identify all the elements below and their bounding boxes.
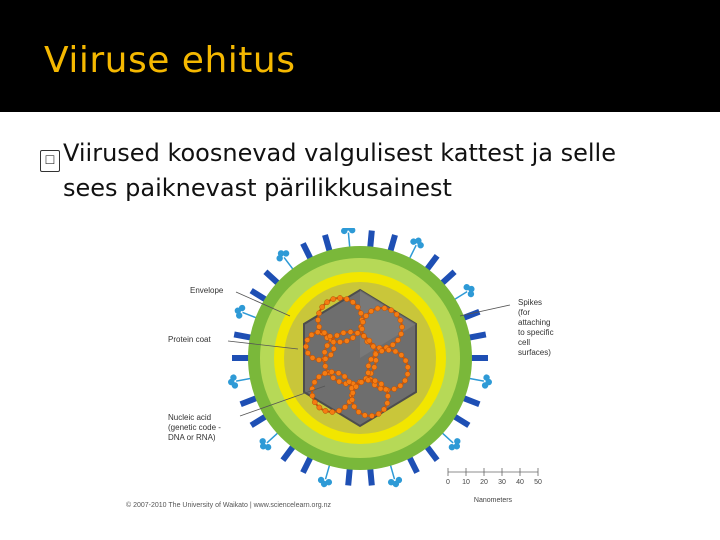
title-bar	[0, 0, 720, 112]
rna-bead	[350, 390, 355, 395]
rna-bead	[360, 319, 365, 324]
rna-bead	[320, 304, 325, 309]
rna-bead	[386, 347, 391, 352]
rna-bead	[341, 330, 346, 335]
rna-bead	[316, 324, 321, 329]
rna-bead	[359, 380, 364, 385]
bullet-item	[40, 137, 690, 204]
rna-bead	[327, 334, 332, 339]
rna-bead	[367, 338, 372, 343]
rna-bead	[371, 344, 376, 349]
rna-bead	[323, 356, 328, 361]
rna-bead	[305, 337, 310, 342]
rna-bead	[393, 349, 398, 354]
rna-bead	[342, 374, 347, 379]
label-envelope: Envelope	[190, 286, 224, 295]
rna-bead	[362, 413, 367, 418]
rna-bead	[358, 311, 363, 316]
rna-bead	[316, 357, 321, 362]
rna-bead	[373, 358, 378, 363]
rna-bead	[305, 350, 310, 355]
scale-unit-label: Nanometers	[473, 497, 513, 504]
rna-bead	[325, 343, 330, 348]
rna-bead	[395, 338, 400, 343]
rna-bead	[361, 333, 366, 338]
rna-bead	[344, 338, 349, 343]
rna-bead	[355, 331, 360, 336]
rna-bead	[372, 365, 377, 370]
rna-bead	[366, 377, 371, 382]
rna-bead	[331, 339, 336, 344]
rna-bead	[312, 380, 317, 385]
rna-bead	[405, 372, 410, 377]
rna-bead	[382, 306, 387, 311]
scale-tick-10: 10	[462, 479, 470, 486]
rna-bead	[344, 296, 349, 301]
rna-bead	[337, 339, 342, 344]
rna-bead	[394, 312, 399, 317]
rna-bead	[366, 370, 371, 375]
slide-title: Viiruse ehitus	[44, 40, 296, 81]
virus-diagram	[120, 228, 560, 518]
scale-tick-50: 50	[534, 479, 542, 486]
rna-bead	[389, 308, 394, 313]
rna-bead	[331, 296, 336, 301]
rna-bead	[328, 352, 333, 357]
bullet-text-line1: Viirused koosnevad valgulisest kattest ja selle	[63, 139, 616, 167]
copyright-text: © 2007-2010 The University of Waikato | www.sciencelearn.org.nz	[126, 502, 332, 509]
scale-bar	[448, 468, 538, 476]
rna-bead	[355, 304, 360, 309]
rna-bead	[334, 333, 339, 338]
rna-bead	[390, 342, 395, 347]
rna-bead	[381, 407, 386, 412]
rna-bead	[375, 306, 380, 311]
rna-bead	[322, 350, 327, 355]
scale-tick-30: 30	[498, 479, 506, 486]
rna-bead	[342, 405, 347, 410]
rna-bead	[356, 409, 361, 414]
rna-bead	[350, 335, 355, 340]
bullet-text-line2: sees paiknevast pärilikkusainest	[63, 174, 452, 202]
rna-bead	[331, 346, 336, 351]
rna-bead	[350, 300, 355, 305]
rna-bead	[310, 355, 315, 360]
rna-bead	[316, 374, 321, 379]
rna-bead	[405, 365, 410, 370]
rna-bead	[369, 413, 374, 418]
rna-bead	[323, 364, 328, 369]
rna-bead	[398, 318, 403, 323]
rna-bead	[310, 393, 315, 398]
rna-bead	[373, 378, 378, 383]
rna-bead	[398, 331, 403, 336]
rna-bead	[399, 353, 404, 358]
rna-bead	[347, 379, 352, 384]
scale-tick-0: 0	[446, 479, 450, 486]
rna-bead	[309, 332, 314, 337]
rna-bead	[337, 408, 342, 413]
label-protein-coat: Protein coat	[168, 335, 211, 344]
bullet-box-icon: ☐	[40, 150, 60, 172]
rna-bead	[322, 330, 327, 335]
rna-bead	[363, 313, 368, 318]
rna-bead	[385, 394, 390, 399]
rna-bead	[373, 352, 378, 357]
rna-bead	[315, 317, 320, 322]
rna-bead	[369, 309, 374, 314]
rna-bead	[323, 408, 328, 413]
rna-bead	[336, 371, 341, 376]
rna-bead	[322, 371, 327, 376]
rna-bead	[379, 381, 384, 386]
virus-illustration	[120, 228, 560, 518]
rna-bead	[349, 397, 354, 402]
rna-bead	[348, 329, 353, 334]
rna-bead	[368, 357, 373, 362]
rna-bead	[337, 295, 342, 300]
rna-bead	[402, 378, 407, 383]
rna-bead	[366, 363, 371, 368]
rna-bead	[403, 358, 408, 363]
rna-bead	[398, 383, 403, 388]
label-spikes: Spikes (for attaching to specific cell surfaces)	[518, 298, 554, 357]
rna-bead	[317, 405, 322, 410]
scale-tick-40: 40	[516, 479, 524, 486]
rna-bead	[337, 379, 342, 384]
scale-tick-labels	[446, 479, 542, 486]
rna-bead	[315, 330, 320, 335]
rna-bead	[392, 386, 397, 391]
rna-bead	[316, 311, 321, 316]
scale-tick-20: 20	[480, 479, 488, 486]
rna-bead	[330, 409, 335, 414]
rna-bead	[385, 401, 390, 406]
rna-bead	[329, 369, 334, 374]
rna-bead	[383, 387, 388, 392]
rna-bead	[379, 348, 384, 353]
rna-bead	[331, 375, 336, 380]
rna-bead	[324, 300, 329, 305]
rna-bead	[312, 400, 317, 405]
label-nucleic-acid: Nucleic acid (genetic code - DNA or RNA)	[168, 413, 221, 442]
rna-bead	[399, 324, 404, 329]
rna-bead	[359, 326, 364, 331]
rna-bead	[352, 404, 357, 409]
rna-bead	[376, 411, 381, 416]
rna-bead	[303, 344, 308, 349]
rna-bead	[353, 384, 358, 389]
